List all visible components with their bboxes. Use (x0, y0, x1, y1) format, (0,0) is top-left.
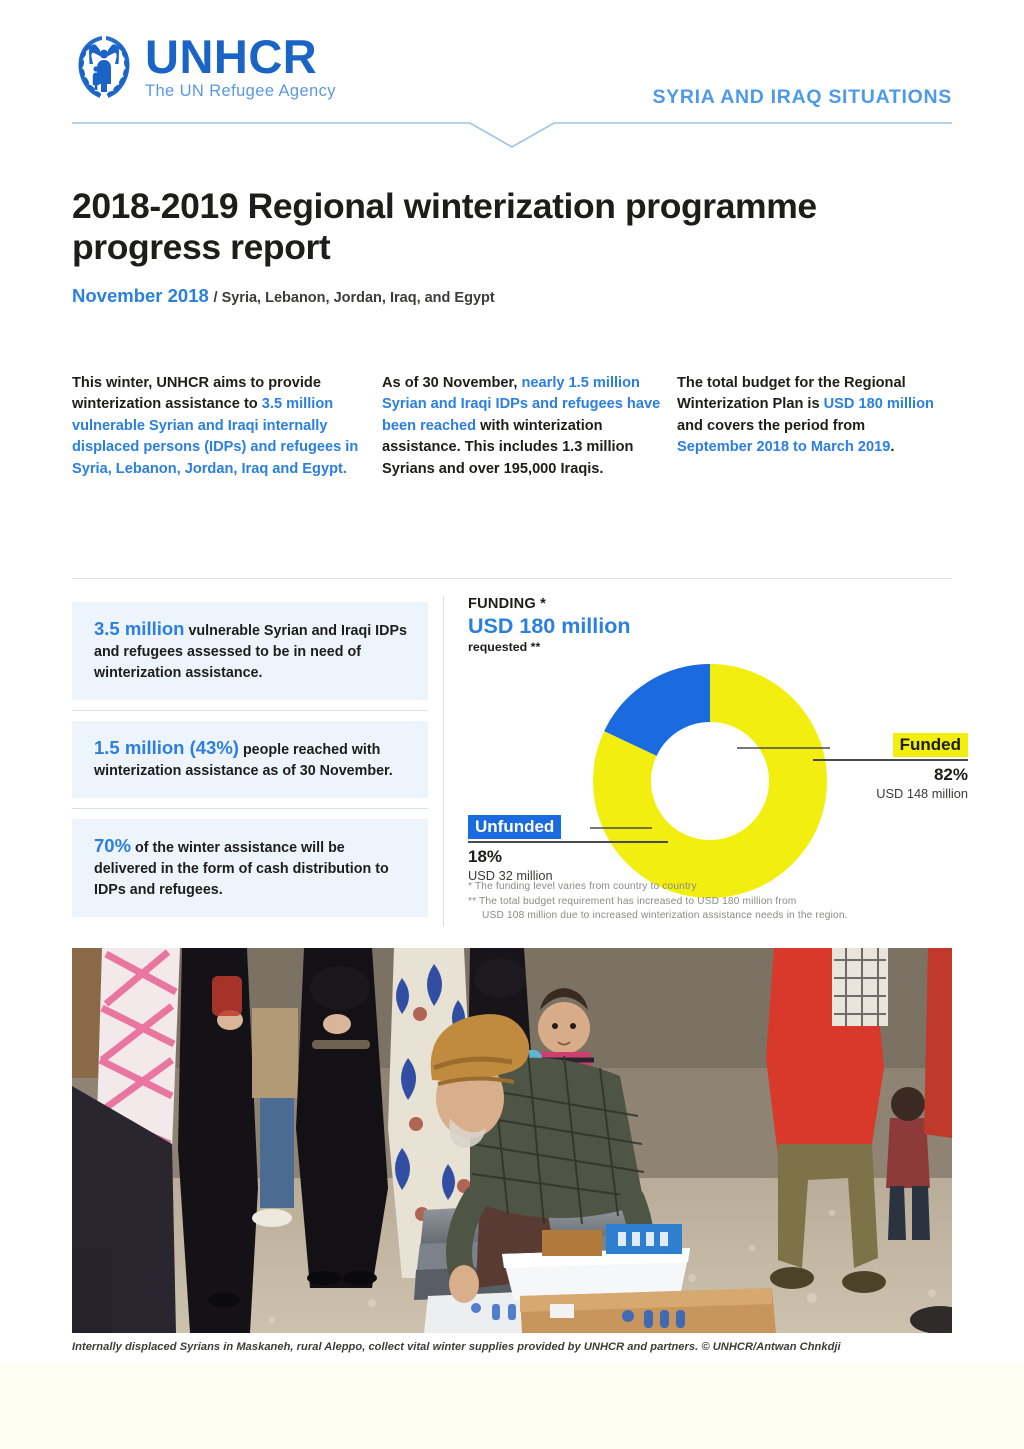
intro-3-plain-c: . (890, 439, 895, 456)
stat-box-need (72, 602, 428, 700)
unhcr-logo (72, 30, 336, 104)
header-divider (72, 122, 952, 150)
unfunded-percent: 18% (468, 847, 503, 866)
stat-value-need: 3.5 million (94, 618, 185, 639)
intro-2-plain-b: with winterization assistance. This includes 1.3 million Syrians and over 195,000 Iraqis. (382, 417, 634, 477)
intro-2-plain-a: As of 30 November, (382, 375, 522, 391)
page-subtitle (72, 286, 832, 308)
funded-callout (813, 733, 968, 801)
intro-column-3 (677, 373, 942, 480)
intro-column-2 (382, 373, 677, 480)
intro-3-highlight-b: September 2018 to March 2019 (677, 439, 891, 456)
unhcr-emblem-icon (72, 30, 136, 104)
stat-value-cash: 70% (94, 835, 132, 856)
unfunded-amount: USD 32 million (468, 868, 553, 883)
photo-illustration (72, 948, 952, 1333)
page-header (0, 0, 1024, 140)
page-bottom-band (0, 1363, 1024, 1449)
stat-text-cash: of the winter assistance will be delivered in the form of cash distribution to IDPs and refugees. (94, 840, 389, 898)
funded-percent: 82% (933, 765, 968, 784)
page-title: 2018-2019 Regional winterization programme progress report (72, 186, 817, 267)
intro-columns (72, 373, 957, 480)
section-divider (72, 578, 952, 579)
footnote-3: USD 108 million due to increased winterization assistance needs in the region. (482, 910, 848, 921)
title-block (72, 186, 832, 308)
footnote-2: ** The total budget requirement has increased to USD 180 million from (468, 895, 797, 907)
key-figures-list (72, 602, 428, 917)
stat-box-cash (72, 819, 428, 917)
unfunded-tag: Unfunded (468, 815, 561, 839)
report-month: November 2018 (72, 285, 209, 306)
column-divider (443, 596, 444, 926)
stat-separator-2 (72, 808, 428, 809)
logo-text-block (145, 30, 336, 100)
intro-3-plain-b: and covers the period from (677, 417, 866, 434)
intro-1-plain: This winter, UNHCR aims to provide winterization assistance to (72, 375, 321, 413)
stat-box-reached (72, 721, 428, 798)
photo-caption: Internally displaced Syrians in Maskaneh, rural Aleppo, collect vital winter supplies provided by UNHCR and partners. © UNHCR/Antwan Chnkdji (72, 1341, 841, 1353)
situation-title: SYRIA AND IRAQ SITUATIONS (652, 86, 952, 108)
funded-amount: USD 148 million (876, 786, 968, 801)
unfunded-callout (468, 815, 668, 883)
funded-tag: Funded (893, 733, 968, 757)
report-countries: / Syria, Lebanon, Jordan, Iraq, and Egypt (213, 290, 495, 306)
intro-3-highlight-a: USD 180 million (823, 396, 934, 413)
funding-heading: FUNDING * (468, 596, 547, 612)
intro-column-1 (72, 373, 382, 480)
stat-text-reached: people reached with winterization assistance as of 30 November. (94, 742, 393, 779)
intro-2-highlight: nearly 1.5 million Syrian and Iraqi IDPs and refugees have been reached (382, 375, 661, 434)
header-divider-chevron-icon (72, 122, 952, 150)
funded-underline (813, 759, 968, 761)
intro-1-highlight: 3.5 million vulnerable Syrian and Iraqi internally displaced persons (IDPs) and refugees in Syria, Lebanon, Jordan, Iraq and Egypt. (72, 396, 359, 477)
funding-requested-note: requested ** (468, 640, 541, 654)
logo-wordmark: UNHCR (145, 30, 318, 83)
intro-3-plain-a: The total budget for the Regional Winterization Plan is (677, 375, 906, 413)
funding-amount: USD 180 million (468, 614, 631, 638)
stat-separator-1 (72, 710, 428, 711)
stat-value-reached: 1.5 million (43%) (94, 737, 239, 758)
report-photo (72, 948, 952, 1333)
funding-footnotes (468, 880, 968, 924)
logo-tagline: The UN Refugee Agency (145, 82, 336, 100)
unfunded-underline (468, 841, 668, 843)
stat-text-need: vulnerable Syrian and Iraqi IDPs and refugees assessed to be in need of winterization assistance. (94, 623, 407, 681)
footnote-1: * The funding level varies from country to country (468, 881, 697, 892)
